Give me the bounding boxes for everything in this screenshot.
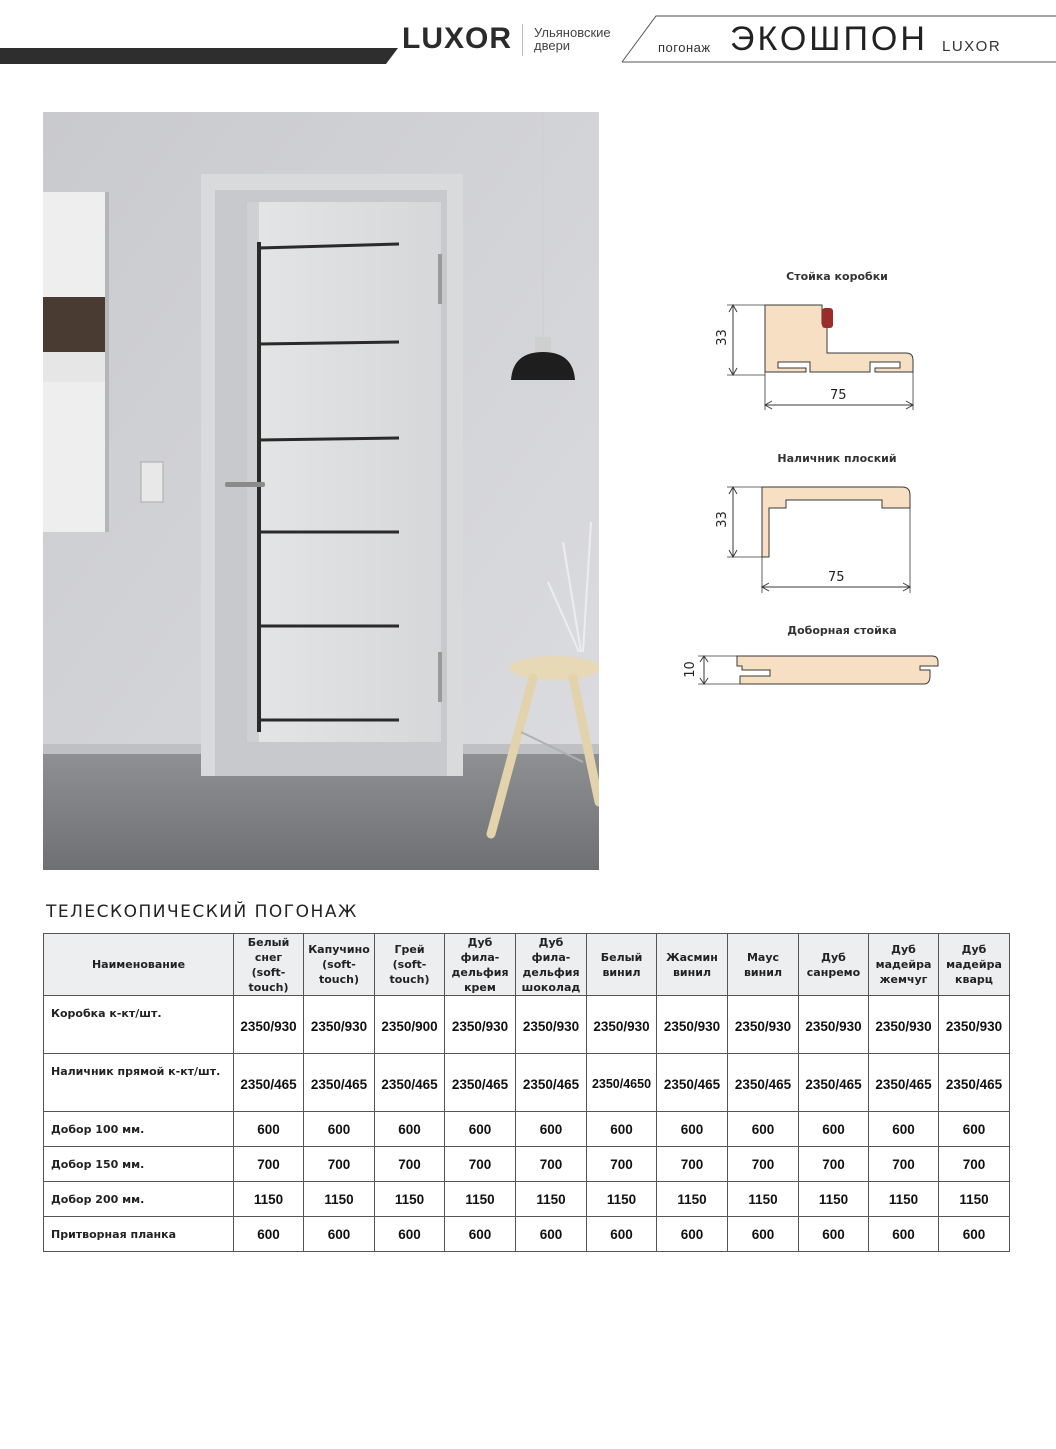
table-cell: 1150 bbox=[799, 1182, 869, 1217]
table-cell: 1150 bbox=[939, 1182, 1010, 1217]
column-header bbox=[375, 934, 445, 996]
column-header bbox=[728, 934, 799, 996]
column-header-line: винил bbox=[743, 965, 783, 979]
table-cell: 600 bbox=[728, 1217, 799, 1252]
column-header-line: снег bbox=[254, 950, 283, 964]
table-cell: 2350/900 bbox=[375, 996, 445, 1054]
column-header-line: жемчуг bbox=[879, 973, 928, 986]
table-cell: 600 bbox=[657, 1217, 728, 1252]
table-cell: 1150 bbox=[445, 1182, 516, 1217]
logo-subtitle-line: двери bbox=[534, 38, 571, 53]
table-cell: 2350/465 bbox=[516, 1054, 587, 1112]
table-cell: 1150 bbox=[516, 1182, 587, 1217]
table-cell: 600 bbox=[939, 1112, 1010, 1147]
row-name: Коробка к-кт/шт. bbox=[44, 996, 234, 1054]
table-cell: 2350/465 bbox=[869, 1054, 939, 1112]
table-cell: 2350/930 bbox=[657, 996, 728, 1054]
logo-subtitle-line: Ульяновские bbox=[534, 25, 611, 40]
table-cell: 2350/465 bbox=[799, 1054, 869, 1112]
column-header-line: дельфия bbox=[451, 965, 509, 979]
row-name: Добор 150 мм. bbox=[44, 1147, 234, 1182]
luxor-logo: LUXOR bbox=[402, 22, 512, 55]
table-cell: 2350/465 bbox=[728, 1054, 799, 1112]
table-cell: 2350/930 bbox=[799, 996, 869, 1054]
table-cell: 600 bbox=[304, 1217, 375, 1252]
table-cell: 700 bbox=[728, 1147, 799, 1182]
table-cell: 2350/930 bbox=[869, 996, 939, 1054]
column-header-line: фила- bbox=[460, 950, 500, 964]
column-header-line: дельфия bbox=[522, 965, 580, 979]
table-cell: 600 bbox=[799, 1112, 869, 1147]
table-cell: 1150 bbox=[587, 1182, 657, 1217]
table-cell: 700 bbox=[445, 1147, 516, 1182]
column-header-line: винил bbox=[672, 965, 712, 979]
table-cell: 600 bbox=[304, 1112, 375, 1147]
column-header-line: Дуб bbox=[961, 943, 987, 956]
column-header bbox=[234, 934, 304, 996]
header-prefix: погонаж bbox=[658, 40, 711, 55]
table-cell: 2350/465 bbox=[234, 1054, 304, 1112]
table-cell: 1150 bbox=[728, 1182, 799, 1217]
header-brand: LUXOR bbox=[942, 38, 1002, 55]
column-header-line: Белый bbox=[600, 950, 643, 964]
table-row bbox=[44, 1147, 1010, 1182]
column-header-line: санремо bbox=[806, 965, 861, 979]
column-header-line: Дуб bbox=[538, 935, 564, 949]
column-header-line: мадейра bbox=[946, 958, 1002, 971]
table-cell: 600 bbox=[939, 1217, 1010, 1252]
table-cell: 1150 bbox=[304, 1182, 375, 1217]
column-header-line: винил bbox=[602, 965, 641, 979]
column-header-line: шоколад bbox=[521, 980, 581, 994]
column-header bbox=[657, 934, 728, 996]
column-header-line: кварц bbox=[955, 973, 993, 986]
logo-separator bbox=[522, 24, 523, 56]
table-cell: 2350/930 bbox=[304, 996, 375, 1054]
column-header: Наименование bbox=[44, 934, 234, 996]
table-row bbox=[44, 996, 1010, 1054]
table-cell: 600 bbox=[234, 1112, 304, 1147]
profile-title: Доборная стойка bbox=[787, 624, 897, 637]
table-cell: 600 bbox=[445, 1217, 516, 1252]
flat-casing-profile bbox=[670, 475, 970, 605]
table-cell: 2350/930 bbox=[728, 996, 799, 1054]
frame-post-profile bbox=[670, 290, 970, 420]
table-cell: 1150 bbox=[375, 1182, 445, 1217]
table-header-row bbox=[44, 934, 1010, 996]
table-cell: 2350/465 bbox=[375, 1054, 445, 1112]
column-header-line: фила- bbox=[531, 950, 571, 964]
telescopic-molding-table bbox=[43, 933, 1010, 1252]
table-cell: 700 bbox=[304, 1147, 375, 1182]
table-cell: 600 bbox=[516, 1112, 587, 1147]
table-cell: 2350/465 bbox=[304, 1054, 375, 1112]
table-cell: 600 bbox=[728, 1112, 799, 1147]
column-header-line: крем bbox=[464, 980, 496, 994]
column-header-line: (soft-touch) bbox=[248, 965, 289, 994]
page-title: ЭКОШПОН bbox=[730, 20, 928, 58]
row-name: Наличник прямой к-кт/шт. bbox=[44, 1054, 234, 1112]
profile-height-label: 33 bbox=[714, 511, 730, 528]
table-cell: 600 bbox=[869, 1112, 939, 1147]
column-header-line: (soft-touch) bbox=[318, 958, 360, 986]
column-header bbox=[869, 934, 939, 996]
table-cell: 2350/930 bbox=[234, 996, 304, 1054]
column-header-line: Дуб bbox=[467, 935, 493, 949]
table-title: ТЕЛЕСКОПИЧЕСКИЙ ПОГОНАЖ bbox=[46, 902, 358, 922]
column-header bbox=[587, 934, 657, 996]
profile-height-label: 10 bbox=[682, 661, 698, 678]
table-row bbox=[44, 1054, 1010, 1112]
table-cell: 2350/930 bbox=[445, 996, 516, 1054]
table-cell: 700 bbox=[375, 1147, 445, 1182]
table-cell: 600 bbox=[375, 1217, 445, 1252]
table-cell: 700 bbox=[516, 1147, 587, 1182]
table-cell: 700 bbox=[799, 1147, 869, 1182]
table-cell: 600 bbox=[587, 1112, 657, 1147]
column-header-line: Дуб bbox=[891, 943, 916, 956]
table-row bbox=[44, 1112, 1010, 1147]
table-cell: 700 bbox=[587, 1147, 657, 1182]
profile-width-label: 75 bbox=[830, 388, 847, 403]
table-row bbox=[44, 1217, 1010, 1252]
profile-title: Наличник плоский bbox=[777, 452, 897, 465]
table-cell: 2350/930 bbox=[939, 996, 1010, 1054]
column-header bbox=[304, 934, 375, 996]
table-cell: 2350/930 bbox=[587, 996, 657, 1054]
column-header-line: мадейра bbox=[875, 958, 932, 971]
table-cell: 700 bbox=[234, 1147, 304, 1182]
logo-subtitle bbox=[534, 26, 611, 52]
column-header-line: Маус bbox=[746, 950, 780, 964]
table-cell: 600 bbox=[657, 1112, 728, 1147]
table-cell: 2350/465 bbox=[657, 1054, 728, 1112]
row-name: Притворная планка bbox=[44, 1217, 234, 1252]
table-cell: 600 bbox=[234, 1217, 304, 1252]
extension-post-profile bbox=[670, 648, 970, 698]
column-header bbox=[445, 934, 516, 996]
table-cell: 2350/465 bbox=[445, 1054, 516, 1112]
profile-drawings bbox=[670, 260, 970, 700]
door-interior-photo bbox=[43, 112, 599, 870]
table-cell: 600 bbox=[375, 1112, 445, 1147]
row-name: Добор 100 мм. bbox=[44, 1112, 234, 1147]
column-header bbox=[939, 934, 1010, 996]
column-header-line: Жасмин bbox=[666, 950, 718, 964]
row-name: Добор 200 мм. bbox=[44, 1182, 234, 1217]
table-cell: 1150 bbox=[657, 1182, 728, 1217]
table-cell: 600 bbox=[869, 1217, 939, 1252]
table-cell: 2350/930 bbox=[516, 996, 587, 1054]
table-cell: 1150 bbox=[869, 1182, 939, 1217]
table-cell: 600 bbox=[587, 1217, 657, 1252]
table-cell: 700 bbox=[869, 1147, 939, 1182]
table-cell: 700 bbox=[657, 1147, 728, 1182]
profile-width-label: 75 bbox=[828, 570, 845, 585]
table-cell: 600 bbox=[445, 1112, 516, 1147]
table-cell: 1150 bbox=[234, 1182, 304, 1217]
column-header-line: (soft-touch) bbox=[389, 958, 430, 986]
table-cell: 2350/4650 bbox=[587, 1054, 657, 1112]
table-cell: 600 bbox=[799, 1217, 869, 1252]
table-row bbox=[44, 1182, 1010, 1217]
table-cell: 2350/465 bbox=[939, 1054, 1010, 1112]
profile-height-label: 33 bbox=[714, 329, 730, 346]
table-cell: 700 bbox=[939, 1147, 1010, 1182]
table-cell: 600 bbox=[516, 1217, 587, 1252]
column-header-line: Белый bbox=[247, 935, 290, 949]
column-header-line: Грей bbox=[394, 943, 425, 956]
profile-title: Стойка коробки bbox=[786, 270, 888, 283]
column-header-line: Капучино bbox=[308, 943, 370, 956]
column-header bbox=[799, 934, 869, 996]
column-header-line: Дуб bbox=[821, 950, 846, 964]
column-header bbox=[516, 934, 587, 996]
